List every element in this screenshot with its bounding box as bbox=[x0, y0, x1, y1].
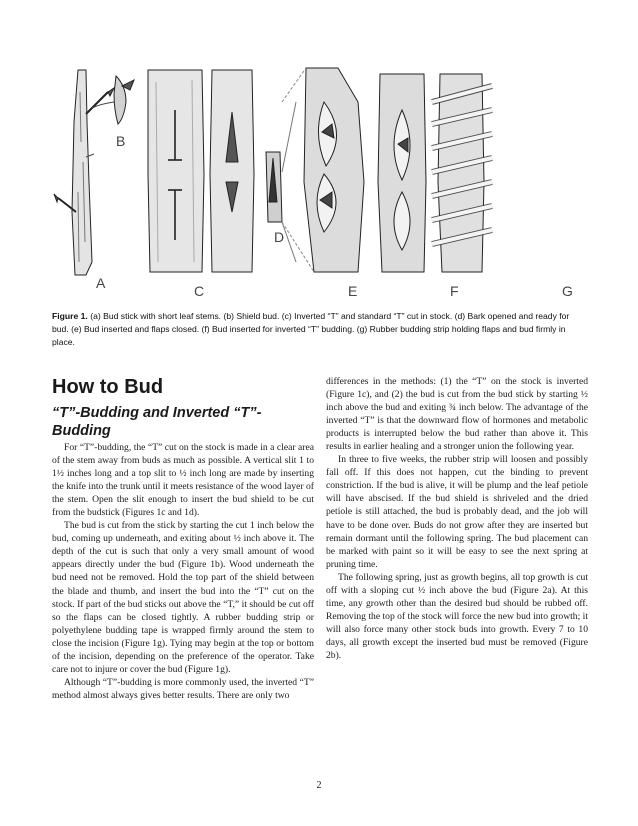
bud-inserted-e bbox=[282, 68, 364, 272]
page-number: 2 bbox=[316, 780, 322, 791]
right-paragraph-1: differences in the methods: (1) the “T” on the stock is inverted (Figure 1c), and (2) the bud is cut from the bud stick by starting ½ inch above the bud and exiting ¾ inch below. The advantage of the inverted “T” is that the downward flow of hormones and metabolic products is interrupted below the bud rather than above it. This results in earlier healing and a stronger union the following year. bbox=[326, 376, 588, 453]
section-subheading: “T”-Budding and Inverted “T”-Budding bbox=[52, 405, 262, 439]
caption-text: (a) Bud stick with short leaf stems. (b) Shield bud. (c) Inverted “T” and standard “T” cut in stock. (d) Bark opened and ready for bud. (e) Bud inserted and flaps closed. (f) Bud inserted for inverted “T” budding. (g) Rubber budding strip holding flaps and bud firmly in place. bbox=[52, 311, 570, 347]
section-heading: How to Bud bbox=[52, 376, 164, 398]
right-paragraph-3: The following spring, just as growth begins, all top growth is cut off with a sloping cut ½ inch above the bud (Figure 2a). At this time, any growth other than the desired bud should be rubbed off. Removing the top of the stock will force the new bud into growth; it will also force many other stock buds into growth. Every 7 to 10 days, all growth except the inserted bud must be removed (Figure 2b). bbox=[326, 571, 588, 661]
figure-label-f: F bbox=[450, 283, 459, 299]
figure-1-illustration bbox=[52, 62, 588, 300]
right-column bbox=[326, 375, 588, 662]
figure-label-d: D bbox=[274, 229, 285, 245]
shield-bud-b bbox=[92, 76, 134, 124]
caption-label: Figure 1. bbox=[52, 311, 88, 321]
left-paragraph-1: For “T”-budding, the “T” cut on the stock is made in a clear area of the stem away from buds as much as possible. A vertical slit 1 to 1½ inches long and a top slit to ½ inch long are made by inserting the knife into the trunk until it meets resistance of the wood layer of the stem. Open the slit enough to insert the bud shield to be cut from the budstick (Figures 1c and 1d). bbox=[52, 442, 314, 519]
bud-stick-a bbox=[54, 70, 114, 275]
right-paragraph-2: In three to five weeks, the rubber strip will loosen and possibly fall off. If this does not happen, cut the binding to prevent constriction. If the bud is alive, it will be plump and the leaf petiole will have abscised. If the bud shield is shriveled and the dried petiole is still attached, the bud is probably dead, and the job will have to be done over. Buds do not grow after they are inserted but remain dormant until the following spring. The bud placement can be marked with paint so it will be easy to see the next spring at pruning time. bbox=[326, 454, 588, 570]
budding-illustration bbox=[52, 62, 588, 300]
figure-caption bbox=[52, 310, 588, 349]
figure-label-c: C bbox=[194, 283, 205, 299]
left-column bbox=[52, 374, 314, 702]
stock-t-cut-c bbox=[148, 70, 204, 272]
figure-label-b: B bbox=[116, 133, 126, 149]
figure-label-a: A bbox=[96, 275, 106, 291]
rubber-strip-g bbox=[432, 74, 492, 272]
stock-bark-opened bbox=[210, 70, 254, 272]
left-paragraph-2: The bud is cut from the stick by starting the cut 1 inch below the bud, coming up underneath, and exiting about ½ inch above it. The depth of the cut is such that only a very small amount of wood appears directly under the bud (Figure 1b). Wood underneath the bud need not be removed. Hold the top part of the shield between the blade and thumb, and insert the bud into the “T” cut on the stock. If part of the bud sticks out above the “T,” it should be cut off so the flaps can be closed tightly. A rubber budding strip or polyethylene budding tape is wrapped firmly around the stem to close the incision (Figure 1g). Tying may begin at the top or bottom of the incision, depending on the preference of the operator. Take care not to injure or cover the bud (Figure 1g). bbox=[52, 520, 314, 675]
left-paragraph-3: Although “T”-budding is more commonly used, the inverted “T” method almost always gives better results. There are only two bbox=[52, 676, 314, 701]
figure-label-e: E bbox=[348, 283, 358, 299]
figure-label-g: G bbox=[562, 283, 573, 299]
bud-inserted-f bbox=[378, 74, 426, 272]
